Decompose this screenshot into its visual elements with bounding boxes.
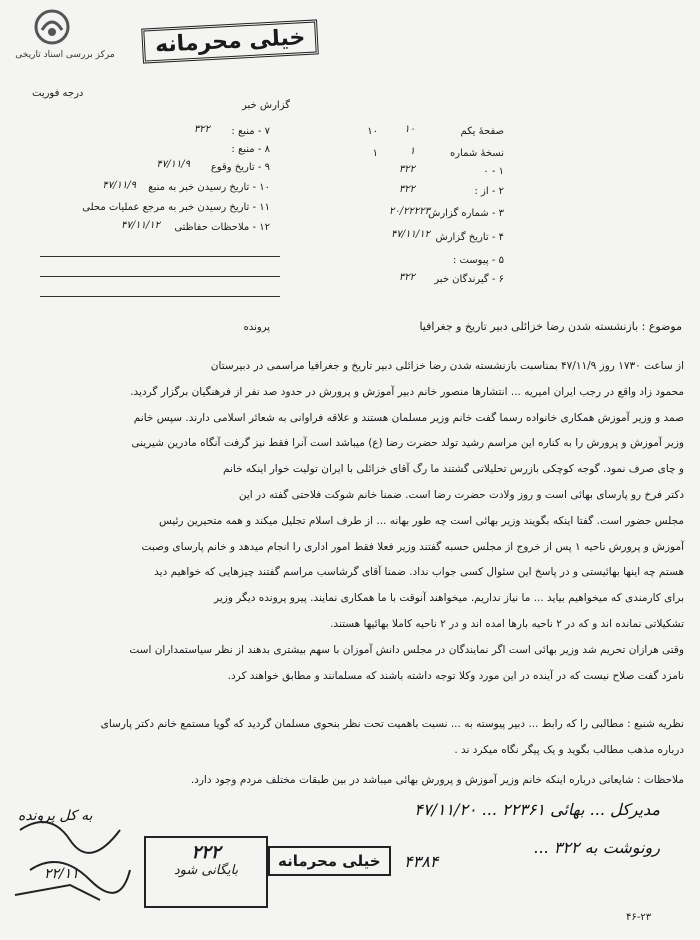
logo-text: مرکز بررسی اسناد تاریخی bbox=[15, 50, 115, 60]
handwritten-note: مدیرکل ... بهائی ۲۲۳۶۱ ... ۴۷/۱۱/۲۰ bbox=[414, 800, 660, 819]
handwritten-number: ۴۳۸۴ bbox=[404, 852, 439, 871]
body-line: هستم چه اینها بهائیستی و در پاسخ این سئوال کسی جواب نداد. ضمنا آقای گرشاسب مراسم گفتند چیزهایی که خواهیم دید bbox=[154, 566, 684, 579]
form-left-label: ۱۰ - تاریخ رسیدن خبر به منبع bbox=[148, 182, 270, 193]
archive-stamp-text: بایگانی شود bbox=[173, 863, 239, 878]
form-right-label: ۴ - تاریخ گزارش bbox=[435, 232, 504, 243]
form-right-value: ۳۲۲ bbox=[398, 164, 415, 175]
form-left-label: ۱۱ - تاریخ رسیدن خبر به مرجع عملیات محلی bbox=[82, 202, 270, 213]
classification-stamp: خیلی محرمانه bbox=[141, 19, 319, 63]
body-line: تشکیلاتی نمانده اند و که در ۲ ناحیه بارها امده اند و در ۲ ناحیه کاملا بهائیها هستند. bbox=[330, 617, 684, 630]
form-left-value: ۴۷/۱۱/۱۲ bbox=[121, 220, 160, 231]
form-right-value: ۴۷/۱۱/۱۲ bbox=[391, 229, 430, 240]
form-left-label: ۹ - تاریخ وقوع bbox=[210, 162, 270, 173]
form-right-label: ۶ - گیرندگان خبر bbox=[434, 274, 504, 285]
handwritten-left-date: ۲۲/۱۱ bbox=[44, 866, 79, 882]
body-line: نامزد گفت صلاح نیست که در آینده در این مورد وکلا توجه داشته باشند که مسلمانند و مطابق خواهند کرد. bbox=[227, 669, 684, 682]
body-line: دکتر فرخ رو پارسای بهائی است و روز ولادت حضرت رضا است. ضمنا خانم شوکت فلاحتی گفته در این bbox=[238, 488, 684, 501]
form-right-value: ۱۰ bbox=[404, 124, 415, 135]
body-text bbox=[14, 354, 684, 689]
form-left-value: ۳۲۲ bbox=[193, 124, 210, 135]
body-line: آموزش و پرورش ناحیه ۱ پس از خروج از مجلس حسبه گفتند وزیر فعلا فقط امور اداری را انجام میدهد و خانم پارسای وصبت bbox=[141, 540, 684, 553]
body-line: از ساعت ۱۷۳۰ روز ۴۷/۱۱/۹ بمناسبت بازنشسته شدن رضا خزائلی دبیر تاریخ و جغرافیا مراسمی در دبیرستان bbox=[210, 360, 684, 372]
form-left-label: ۸ - منبع : bbox=[231, 144, 270, 155]
form-left-value: ۴۷/۱۱/۹ bbox=[102, 180, 136, 191]
body-line: برای کارمندی که میخواهیم بیاید ... ما نیاز نداریم. میخواهند آنوقت با ما همکاری نمایند. پیرو پرونده دیگر وزیر bbox=[214, 592, 684, 605]
form-right-label: ۳ - شماره گزارش bbox=[428, 208, 504, 219]
form-rule bbox=[40, 296, 280, 297]
form-left-value: ۴۷/۱۱/۹ bbox=[156, 159, 190, 170]
document-code: ۴۶-۲۳ bbox=[626, 912, 652, 923]
form-right-label: نسخهٔ شماره bbox=[450, 148, 504, 159]
form-right-value: ۲۰/۲۲۲۲۳ bbox=[389, 206, 430, 217]
form-right-label: ۱ - ۰ bbox=[483, 166, 504, 177]
body-line: وقتی هرازان تحریم شد وزیر بهائی است اگر نمایندگان در مجلس دانش آموزان با سهم بیشتری بدهند از نظر سیاستمداران است bbox=[129, 643, 684, 656]
body-line: محمود زاد واقع در رجب ایران امیریه ... انتشارها منصور خانم دبیر آموزش و پرورش در حدود صد نفر از فرهنگیان برگزار گردید. bbox=[130, 385, 684, 398]
form-right-value: ۱ bbox=[409, 146, 415, 157]
form-rule bbox=[40, 276, 280, 277]
opinion-block bbox=[14, 712, 684, 764]
form-rule bbox=[40, 256, 280, 257]
opinion-line: درباره مذهب مطالب بگوید و یک پیگر نگاه میکرد ند . bbox=[454, 743, 684, 756]
remarks-block bbox=[14, 768, 684, 794]
body-line: وزیر آموزش و پرورش را به کناره این مراسم رشید تولد حضرت رضا (ع) میباشد است آنرا فقط نیز گرفت آنگاه مادرین شیرینی bbox=[131, 437, 684, 450]
remarks-line: ملاحظات : شایعاتی درباره اینکه خانم وزیر آموزش و پرورش بهائی میباشد در بین طبقات مختلف مردم وجود دارد. bbox=[190, 774, 684, 786]
body-line: مجلس حضور است. گفتا اینکه بگویند وزیر بهائی است چه طور بهانه ... از طرف اسلام تجلیل میکند و همه متحیرین رئیس bbox=[158, 514, 684, 527]
form-right-value: ۳۲۲ bbox=[398, 272, 415, 283]
archive-stamp-number: ۲۲۲ bbox=[191, 842, 221, 863]
form-right-label: ۵ - پیوست : bbox=[452, 255, 504, 266]
archive-logo bbox=[10, 8, 115, 68]
signature-scribble bbox=[10, 800, 140, 910]
report-subtitle: گزارش خبر bbox=[242, 100, 290, 111]
form-left-label: ۱۲ - ملاحظات حفاظتی bbox=[174, 222, 270, 233]
archive-emblem-icon bbox=[32, 8, 72, 46]
form-right-label: صفحهٔ یکم bbox=[460, 126, 504, 137]
form-right-value: ۳۲۲ bbox=[398, 184, 415, 195]
handwritten-left-note: به کل پرونده bbox=[18, 808, 93, 824]
classification-stamp-bottom: خیلی محرمانه bbox=[268, 846, 391, 876]
handwritten-note: رونوشت به ۳۲۲ ... bbox=[533, 838, 660, 857]
form-left-label: ۷ - منبع : bbox=[231, 126, 270, 137]
form-right-value: ۱۰ bbox=[367, 126, 378, 137]
form-right-value: ۱ bbox=[372, 148, 378, 159]
subject-line: موضوع : بازنشسته شدن رضا خزائلی دبیر تاریخ و جغرافیا bbox=[419, 320, 682, 333]
form-right-label: ۲ - از : bbox=[474, 186, 504, 197]
side-note: پرونده bbox=[243, 322, 270, 333]
opinion-line: نظریه شنبع : مطالبی را که رابط ... دبیر پیوسته به ... نسبت باهمیت تحت نظر بنحوی مسلمان گردید که گویا مستمع خانم دکتر پارسای bbox=[100, 718, 684, 730]
archive-stamp bbox=[144, 836, 268, 908]
body-line: صمد و وزیر آموزش همکاری خانواده رسما گفت خانم وزیر مسلمان هستند و علاقه فراوانی به شعائر اسلامی دارند. سپس خانم bbox=[133, 411, 684, 424]
body-line: و چای صرف نمود. گوجه کوچکی بازرس تحلیلاتی گشتند ما رگ آقای خزائلی با ایران تولیت خوار اینکه خانم bbox=[222, 463, 684, 476]
priority-label: درجه فوریت bbox=[32, 88, 84, 99]
